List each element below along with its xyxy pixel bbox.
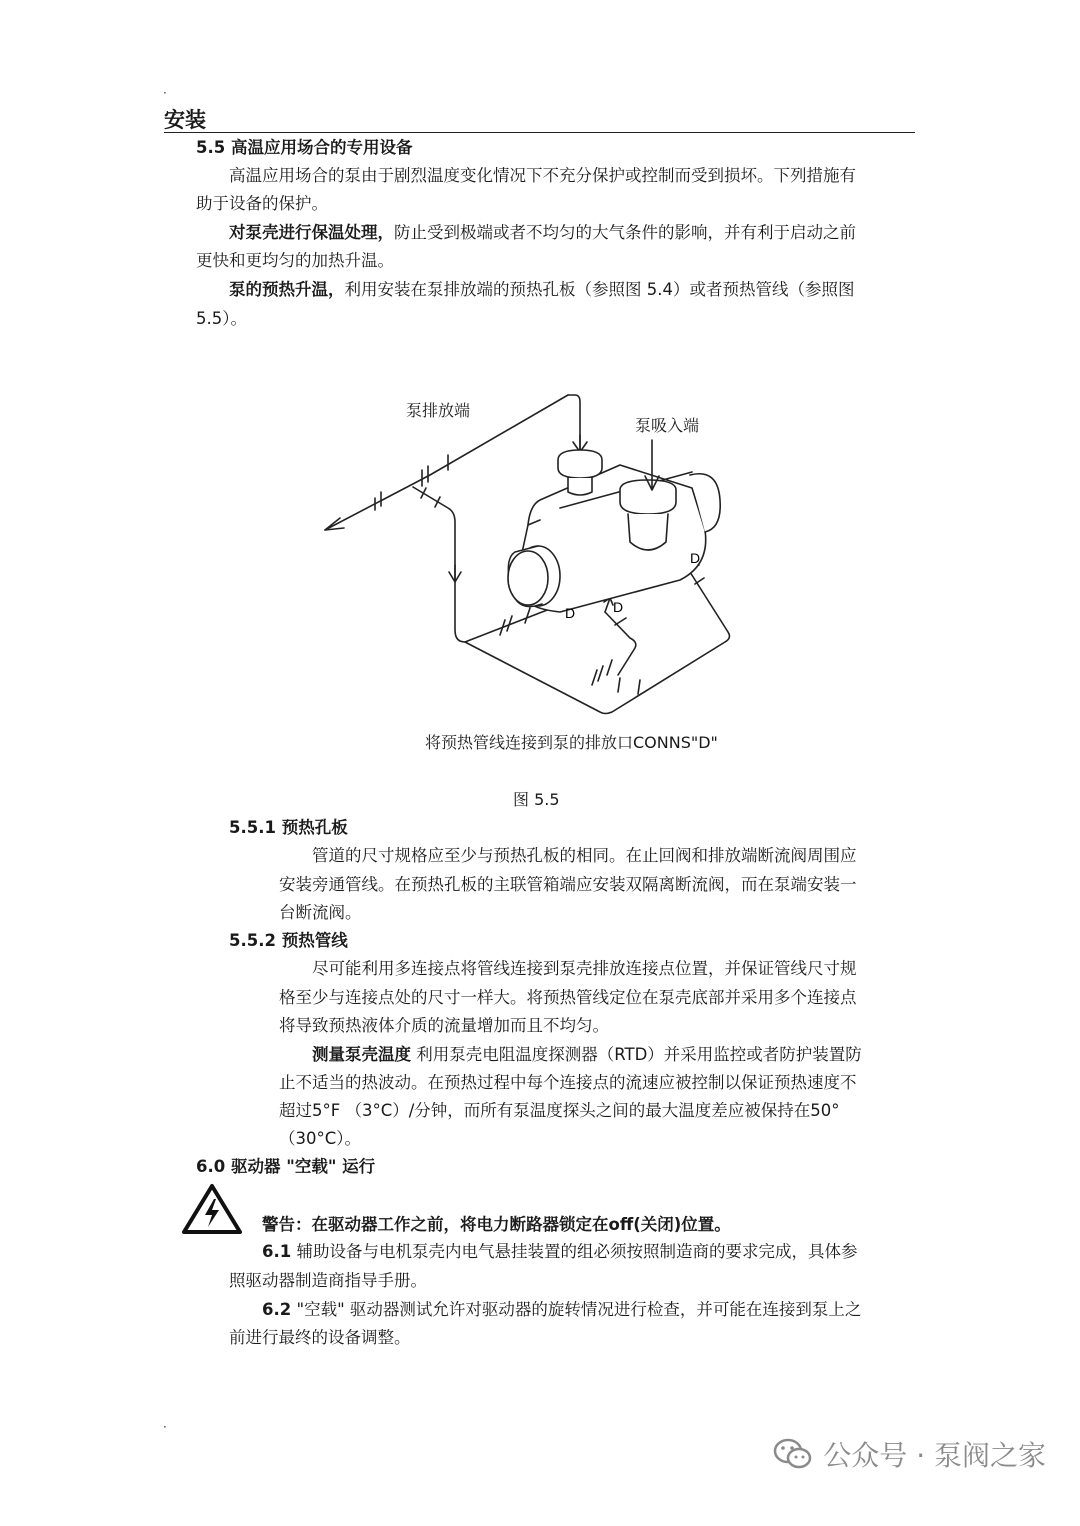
paragraph-text: 防止受到极端或者不均匀的大气条件的影响，并有利于启动之前 [394,223,856,242]
header-rule [164,132,915,133]
flow-arrow [449,565,461,582]
paragraph-text: 利用安装在泵排放端的预热孔板（参照图 5.4）或者预热管线（参照图 [344,280,855,299]
paragraph-line: 照驱动器制造商指导手册。 [229,1271,427,1290]
page-header-title: 安装 [164,108,206,132]
paragraph-line: 助于设备的保护。 [196,194,328,213]
paragraph-line: 高温应用场合的泵由于剧烈温度变化情况下不充分保护或控制而受到损坏。下列措施有 [229,166,856,185]
paragraph-line [262,1238,857,1266]
figure-number: 图 5.5 [513,790,560,809]
section-heading-6-0: 6.0 驱动器 "空载" 运行 [196,1157,376,1176]
bold-lead: 对泵壳进行保温处理， [229,223,394,242]
flow-arrow [325,518,344,530]
paragraph-line: （30°C）。 [279,1129,362,1148]
warning-text: 警告：在驱动器工作之前，将电力断路器锁定在off(关闭)位置。 [262,1215,731,1234]
paragraph-line [229,219,856,247]
label-pump-discharge: 泵排放端 [406,401,471,420]
wechat-icon [773,1437,813,1471]
item-number: 6.2 [262,1300,292,1319]
paragraph-line: 将导致预热液体介质的流量增加而且不均匀。 [279,1016,609,1035]
section-heading-5-5-2: 5.5.2 预热管线 [229,931,348,950]
section-heading-5-5-1: 5.5.1 预热孔板 [229,818,348,837]
paragraph-line: 台断流阀。 [279,903,362,922]
pump-preheat-diagram [300,380,780,725]
page-dot-bottom: · [163,1420,167,1434]
paragraph-line: 格至少与连接点处的尺寸一样大。将预热管线定位在泵壳底部并采用多个连接点 [279,988,857,1007]
paragraph-line: 尽可能利用多连接点将管线连接到泵壳排放连接点位置，并保证管线尺寸规 [312,959,857,978]
paragraph-text: "空载" 驱动器测试允许对驱动器的旋转情况进行检查，并可能在连接到泵上之 [291,1300,862,1319]
paragraph-line: 管道的尺寸规格应至少与预热孔板的相同。在止回阀和排放端断流阀周围应 [312,846,857,865]
d-label: D [613,599,624,615]
paragraph-text: 利用泵壳电阻温度探测器（RTD）并采用监控或者防护装置防 [411,1045,862,1064]
discharge-nozzle [558,450,602,478]
paragraph-line: 更快和更均匀的加热升温。 [196,251,394,270]
paragraph-line: 5.5）。 [196,309,247,328]
watermark [773,1434,1046,1474]
paragraph-line: 前进行最终的设备调整。 [229,1328,411,1347]
paragraph-line [312,1041,862,1069]
electrical-hazard-icon [181,1183,243,1235]
paragraph-line [229,276,855,304]
paragraph-line [262,1296,861,1324]
page-dot-top: · [163,86,167,100]
discharge-pipe [568,395,580,450]
paragraph-line: 止不适当的热波动。在预热过程中每个连接点的流速应被控制以保证预热速度不 [279,1073,857,1092]
item-number: 6.1 [262,1242,292,1261]
suction-nozzle [620,480,676,514]
bold-lead: 测量泵壳温度 [312,1045,411,1064]
paragraph-text: 辅助设备与电机泵壳内电气悬挂装置的组必须按照制造商的要求完成，具体参 [291,1242,858,1261]
label-pump-suction: 泵吸入端 [635,416,700,435]
figure-caption: 将预热管线连接到泵的排放口CONNS"D" [425,733,718,752]
watermark-text: 公众号 · 泵阀之家 [823,1439,1046,1472]
d-label: D [565,605,576,621]
section-heading-5-5: 5.5 高温应用场合的专用设备 [196,138,413,157]
paragraph-line: 安装旁通管线。在预热孔板的主联管箱端应安装双隔离断流阀，而在泵端安装一 [279,875,857,894]
paragraph-line: 超过5°F （3°C）/分钟，而所有泵温度探头之间的最大温度差应被保持在50° [279,1101,840,1120]
d-label: D [690,550,701,566]
bold-lead: 泵的预热升温， [229,280,345,299]
